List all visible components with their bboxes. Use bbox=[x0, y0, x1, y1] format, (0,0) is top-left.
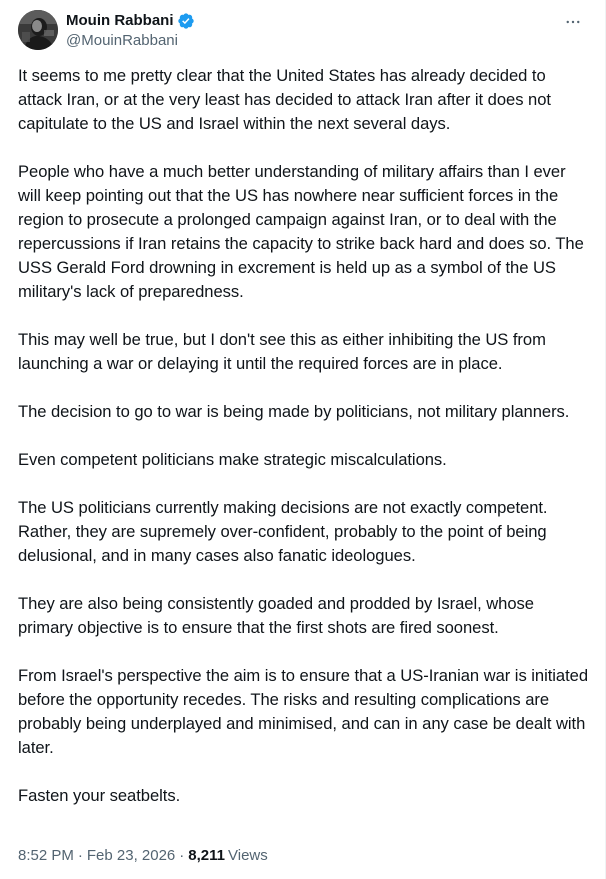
tweet-header bbox=[18, 10, 587, 54]
author-handle[interactable]: @MouinRabbani bbox=[66, 32, 178, 49]
tweet-meta bbox=[18, 846, 268, 866]
meta-separator: · bbox=[179, 847, 185, 864]
tweet-text bbox=[18, 64, 590, 808]
views-count[interactable]: 8,211 bbox=[188, 847, 225, 864]
name-row bbox=[66, 11, 195, 31]
tweet-time[interactable]: 8:52 PM bbox=[18, 847, 74, 864]
tweet-paragraph: It seems to me pretty clear that the United States has already decided to attack Iran, or at the very least has decided to attack Iran after it does not capitulate to the US and Israel within the next several days. bbox=[18, 66, 551, 133]
tweet-paragraph: They are also being consistently goaded and prodded by Israel, whose primary objective is to ensure that the first shots are fired soonest. bbox=[18, 594, 534, 637]
tweet-date[interactable]: Feb 23, 2026 bbox=[86, 847, 176, 864]
tweet-paragraph: People who have a much better understanding of military affairs than I ever will keep pointing out that the US has nowhere near sufficient forces in the region to prosecute a prolonged campaign against Iran, or to deal with the repercussions if Iran retains the capacity to strike back hard and does so. The USS Gerald Ford drowning in excrement is held up as a symbol of the US military's lack of preparedness. bbox=[18, 162, 584, 301]
tweet-paragraph: Even competent politicians make strategic miscalculations. bbox=[18, 450, 447, 469]
author-display-name[interactable]: Mouin Rabbani bbox=[66, 12, 174, 29]
tweet-paragraph: This may well be true, but I don't see this as either inhibiting the US from launching a war or delaying it until the required forces are in place. bbox=[18, 330, 546, 373]
more-options-icon[interactable] bbox=[563, 12, 583, 32]
meta-separator: · bbox=[77, 847, 83, 864]
tweet-paragraph: The US politicians currently making decisions are not exactly competent. Rather, they are supremely over-confident, probably to the point of being delusional, and in many cases also fanatic ideologues. bbox=[18, 498, 548, 565]
avatar-image bbox=[18, 10, 58, 50]
views-label[interactable]: Views bbox=[228, 847, 268, 864]
tweet-paragraph: From Israel's perspective the aim is to ensure that a US-Iranian war is initiated before the opportunity recedes. The risks and resulting complications are probably being underplayed and minimised, and can in any case be dealt with later. bbox=[18, 666, 588, 757]
tweet-paragraph: The decision to go to war is being made by politicians, not military planners. bbox=[18, 402, 570, 421]
verified-badge-icon[interactable] bbox=[177, 12, 195, 30]
avatar[interactable] bbox=[18, 10, 58, 50]
tweet-paragraph: Fasten your seatbelts. bbox=[18, 786, 181, 805]
author-names bbox=[66, 11, 195, 51]
